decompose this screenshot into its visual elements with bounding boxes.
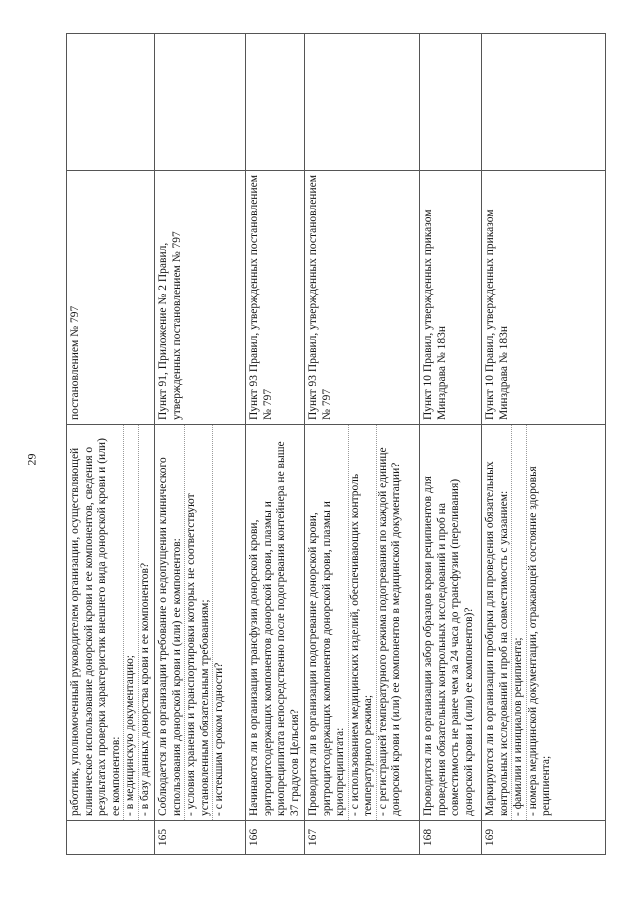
sub-item: - с истекшим сроком годности? [212, 425, 227, 820]
page-number: 29 [24, 453, 39, 466]
checklist-table [66, 33, 606, 855]
answer-cell [246, 34, 305, 171]
row-number: 167 [305, 821, 420, 855]
answer-cell [155, 34, 246, 171]
table-row [67, 34, 155, 855]
legal-reference: Пункт 93 Правил, утвержденных постановлением № 797 [246, 171, 305, 425]
question-text: Маркируются ли в организации пробирки для проведения обязательных контрольных исследований и проб на совместимость с указанием: [484, 461, 510, 816]
sub-item: - номера медицинской документации, отражающей состояние здоровья реципиента; [526, 425, 554, 820]
answer-cell [67, 34, 155, 171]
question-text: работник, уполномоченный руководителем организации, осуществляющей клиническое использование донорской крови и ее компонентов, сведения о результатах проверки характеристик внешнего вида донорской крови и (или) ее компонентов: [69, 438, 122, 816]
table-row [305, 34, 420, 855]
sub-item: - в базу данных донорства крови и ее компонентов? [138, 425, 153, 820]
row-number: 168 [420, 821, 482, 855]
row-number: 165 [155, 821, 246, 855]
legal-reference: Пункт 10 Правил, утвержденных приказом Минздрава № 183н [420, 171, 482, 425]
question-cell [67, 425, 155, 821]
legal-reference: Пункт 91, Приложение № 2 Правил, утвержденных постановлением № 797 [155, 171, 246, 425]
row-number: 169 [482, 821, 606, 855]
table-row [246, 34, 305, 855]
legal-reference: постановлением № 797 [67, 171, 155, 425]
answer-cell [305, 34, 420, 171]
question-text: Начинаются ли в организации трансфузии донорской крови, эритроцитсодержащих компонентов донорской крови, плазмы и криопреципитата непосредственно после подогревания контейнера не выше 37 градусов Цельсия? [248, 441, 301, 816]
question-cell [155, 425, 246, 821]
row-number [67, 821, 155, 855]
sub-item: - с регистрацией температурного режима подогревания по каждой единице донорской крови и (или) ее компонентов в медицинской документации? [376, 425, 404, 820]
question-text: Проводится ли в организации забор образцов крови реципиентов для проведения обязательных контрольных исследований и проб на совместимость не ранее чем за 24 часа до трансфузии (переливания) донорской крови и (или) ее компонентов)? [422, 476, 475, 816]
table-row [482, 34, 606, 855]
question-cell [305, 425, 420, 821]
question-cell [420, 425, 482, 821]
legal-reference: Пункт 10 Правил, утвержденных приказом Минздрава № 183н [482, 171, 606, 425]
rotated-page-content [66, 33, 606, 855]
table-row [420, 34, 482, 855]
sub-item: - с использованием медицинских изделий, обеспечивающих контроль температурного режима; [348, 425, 376, 820]
sub-item: - условия хранения и транспортировки которых не соответствуют установленным обязательным требованиям; [184, 425, 212, 820]
sub-item: - фамилии и инициалов реципиента; [511, 425, 526, 820]
legal-reference: Пункт 93 Правил, утвержденных постановлением № 797 [305, 171, 420, 425]
answer-cell [420, 34, 482, 171]
question-text: Соблюдается ли в организации требование о недопущении клинического использования донорской крови и (или) ее компонентов: [157, 457, 183, 816]
row-number: 166 [246, 821, 305, 855]
question-text: Проводится ли в организации подогревание донорской крови, эритроцитсодержащих компонентов донорской крови, плазмы и криопреципитата: [307, 501, 346, 816]
question-cell [246, 425, 305, 821]
table-row [155, 34, 246, 855]
question-cell [482, 425, 606, 821]
answer-cell [482, 34, 606, 171]
sub-item: - в медицинскую документацию; [123, 425, 138, 820]
